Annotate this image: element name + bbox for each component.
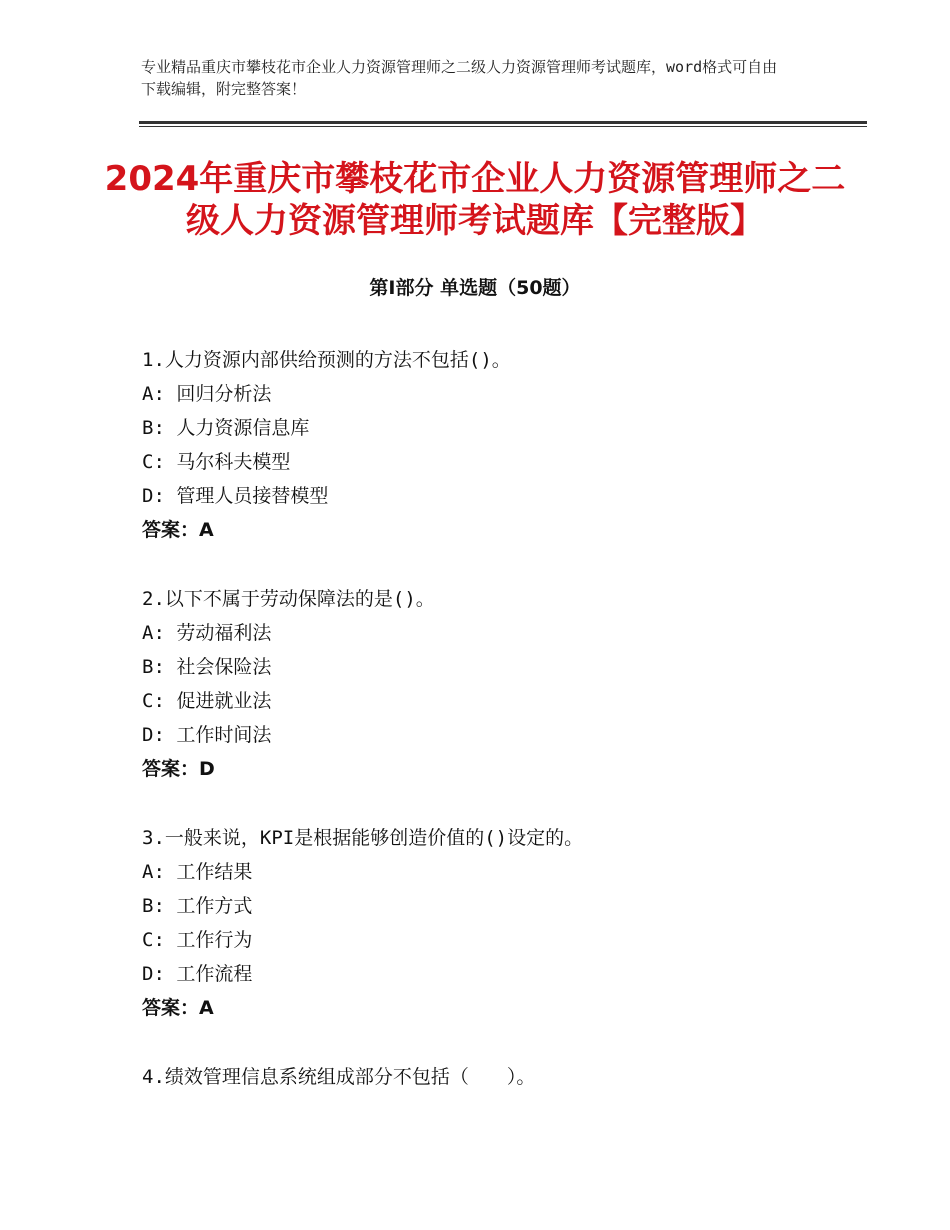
option-b: B: 人力资源信息库 (142, 417, 310, 439)
option-c: C: 工作行为 (142, 929, 253, 951)
option-d: D: 工作流程 (142, 963, 253, 985)
option-b: B: 工作方式 (142, 895, 253, 917)
section-title: 第Ⅰ部分 单选题（50题） (369, 277, 581, 299)
header-divider-thin (139, 126, 867, 127)
option-d: D: 管理人员接替模型 (142, 485, 329, 507)
option-d: D: 工作时间法 (142, 724, 272, 746)
option-a: A: 回归分析法 (142, 383, 272, 405)
header-note: 专业精品重庆市攀枝花市企业人力资源管理师之二级人力资源管理师考试题库，word格式可自由下载编辑，附完整答案！ (141, 58, 778, 98)
option-c: C: 马尔科夫模型 (142, 451, 291, 473)
question-list (142, 343, 862, 1129)
document-title: 2024年重庆市攀枝花市企业人力资源管理师之二级人力资源管理师考试题库【完整版】 (104, 159, 846, 241)
question-stem: 3.一般来说，KPI是根据能够创造价值的()设定的。 (142, 827, 584, 849)
question-1 (142, 343, 862, 547)
question-2 (142, 582, 862, 786)
option-b: B: 社会保险法 (142, 656, 272, 678)
question-stem: 1.人力资源内部供给预测的方法不包括()。 (142, 349, 511, 371)
answer: 答案：A (142, 997, 214, 1019)
question-4 (142, 1060, 862, 1094)
question-stem: 4.绩效管理信息系统组成部分不包括（ ）。 (142, 1066, 536, 1088)
question-stem: 2.以下不属于劳动保障法的是()。 (142, 588, 435, 610)
header-divider-thick (139, 121, 867, 124)
option-a: A: 工作结果 (142, 861, 253, 883)
answer: 答案：A (142, 519, 214, 541)
option-a: A: 劳动福利法 (142, 622, 272, 644)
answer: 答案：D (142, 758, 215, 780)
question-3 (142, 821, 862, 1025)
option-c: C: 促进就业法 (142, 690, 272, 712)
